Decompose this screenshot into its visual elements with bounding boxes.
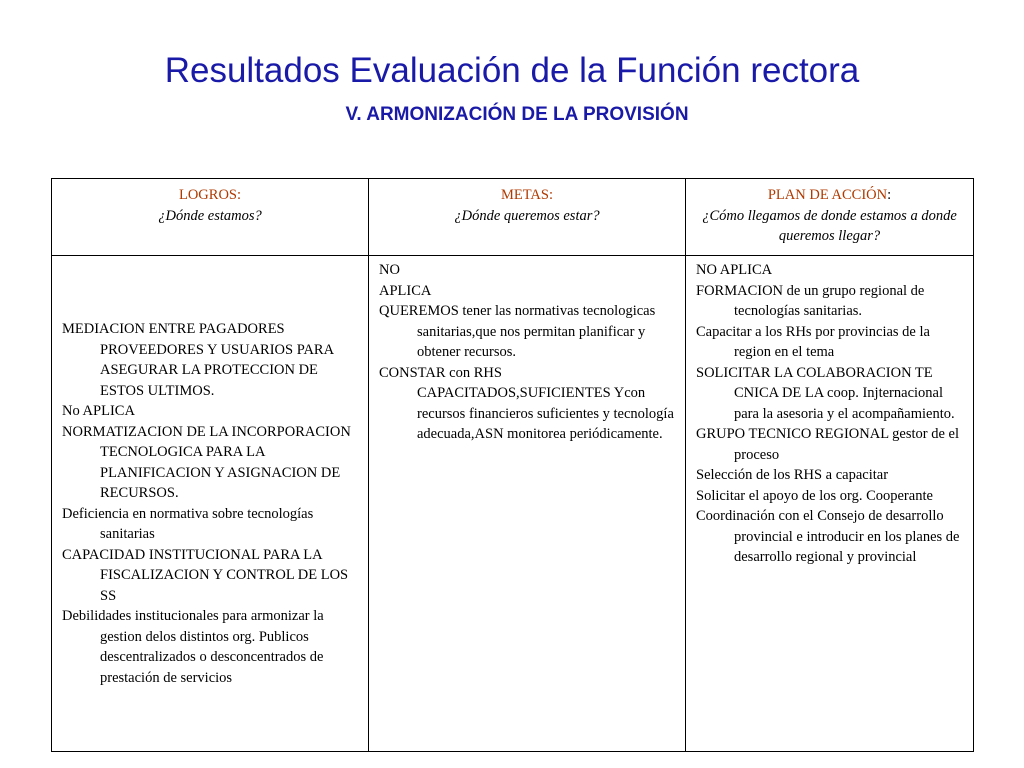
logros-cell: [52, 256, 369, 752]
header-metas-label: METAS:: [500, 187, 553, 203]
plan-list: [696, 260, 963, 568]
table-header-row: [52, 179, 974, 256]
list-item: GRUPO TECNICO REGIONAL gestor de el proceso: [696, 426, 959, 463]
list-item: Solicitar el apoyo de los org. Cooperante: [696, 487, 933, 504]
logros-list: [62, 319, 358, 688]
header-plan: [686, 179, 974, 256]
header-logros-question: ¿Dónde estamos?: [158, 207, 262, 224]
slide-title: Resultados Evaluación de la Función rectora: [164, 51, 860, 90]
header-logros-label: LOGROS:: [178, 187, 242, 203]
list-item: APLICA: [379, 282, 432, 299]
list-item: CONSTAR con RHS CAPACITADOS,SUFICIENTES Ycon recursos financieros suficientes y tecnología adecuada,ASN monitorea periódicamente.: [379, 364, 674, 442]
list-item: Selección de los RHS a capacitar: [696, 467, 889, 483]
metas-list: [379, 260, 675, 445]
header-plan-label: PLAN DE ACCIÓN: [767, 187, 888, 203]
list-item: Debilidades institucionales para armonizar la gestion delos distintos org. Publicos descentralizados o desconcentrados de prestación de servicios: [62, 608, 324, 686]
list-item: SOLICITAR LA COLABORACION TE CNICA DE LA coop. Injternacional para la asesoria y el acompañamiento.: [696, 364, 955, 422]
header-metas-question: ¿Dónde queremos estar?: [454, 207, 600, 224]
list-item: Coordinación con el Consejo de desarrollo provincial e introducir en los planes de desarrollo regional y provincial: [696, 508, 960, 565]
table-body-row: [52, 256, 974, 752]
list-item: No APLICA: [62, 403, 135, 419]
slide-subtitle: V. ARMONIZACIÓN DE LA PROVISIÓN: [345, 104, 689, 125]
list-item: MEDIACION ENTRE PAGADORES PROVEEDORES Y USUARIOS PARA ASEGURAR LA PROTECCION DE ESTOS ULTIMOS.: [62, 321, 334, 399]
header-logros: [52, 179, 369, 256]
list-item: QUEREMOS tener las normativas tecnologicas sanitarias,que nos permitan planificar y obtener recursos.: [379, 303, 656, 360]
list-item: FORMACION de un grupo regional de tecnologías sanitarias.: [696, 282, 925, 319]
list-item: CAPACIDAD INSTITUCIONAL PARA LA FISCALIZACION Y CONTROL DE LOS SS: [62, 546, 349, 604]
header-metas: [369, 179, 686, 256]
header-plan-label-suffix: :: [887, 187, 892, 203]
metas-cell: [369, 256, 686, 752]
results-table: [51, 178, 974, 752]
plan-cell: [686, 256, 974, 752]
list-item: Capacitar a los RHs por provincias de la region en el tema: [696, 323, 930, 360]
list-item: Deficiencia en normativa sobre tecnologías sanitarias: [62, 505, 314, 542]
list-item: NORMATIZACION DE LA INCORPORACION TECNOLOGICA PARA LA PLANIFICACION Y ASIGNACION DE RECURSOS.: [62, 423, 351, 501]
header-plan-question: ¿Cómo llegamos de donde estamos a donde queremos llegar?: [702, 207, 957, 244]
list-item: NO APLICA: [696, 262, 773, 278]
list-item: NO: [379, 262, 400, 278]
header-plan-label-wrap: [696, 185, 963, 206]
